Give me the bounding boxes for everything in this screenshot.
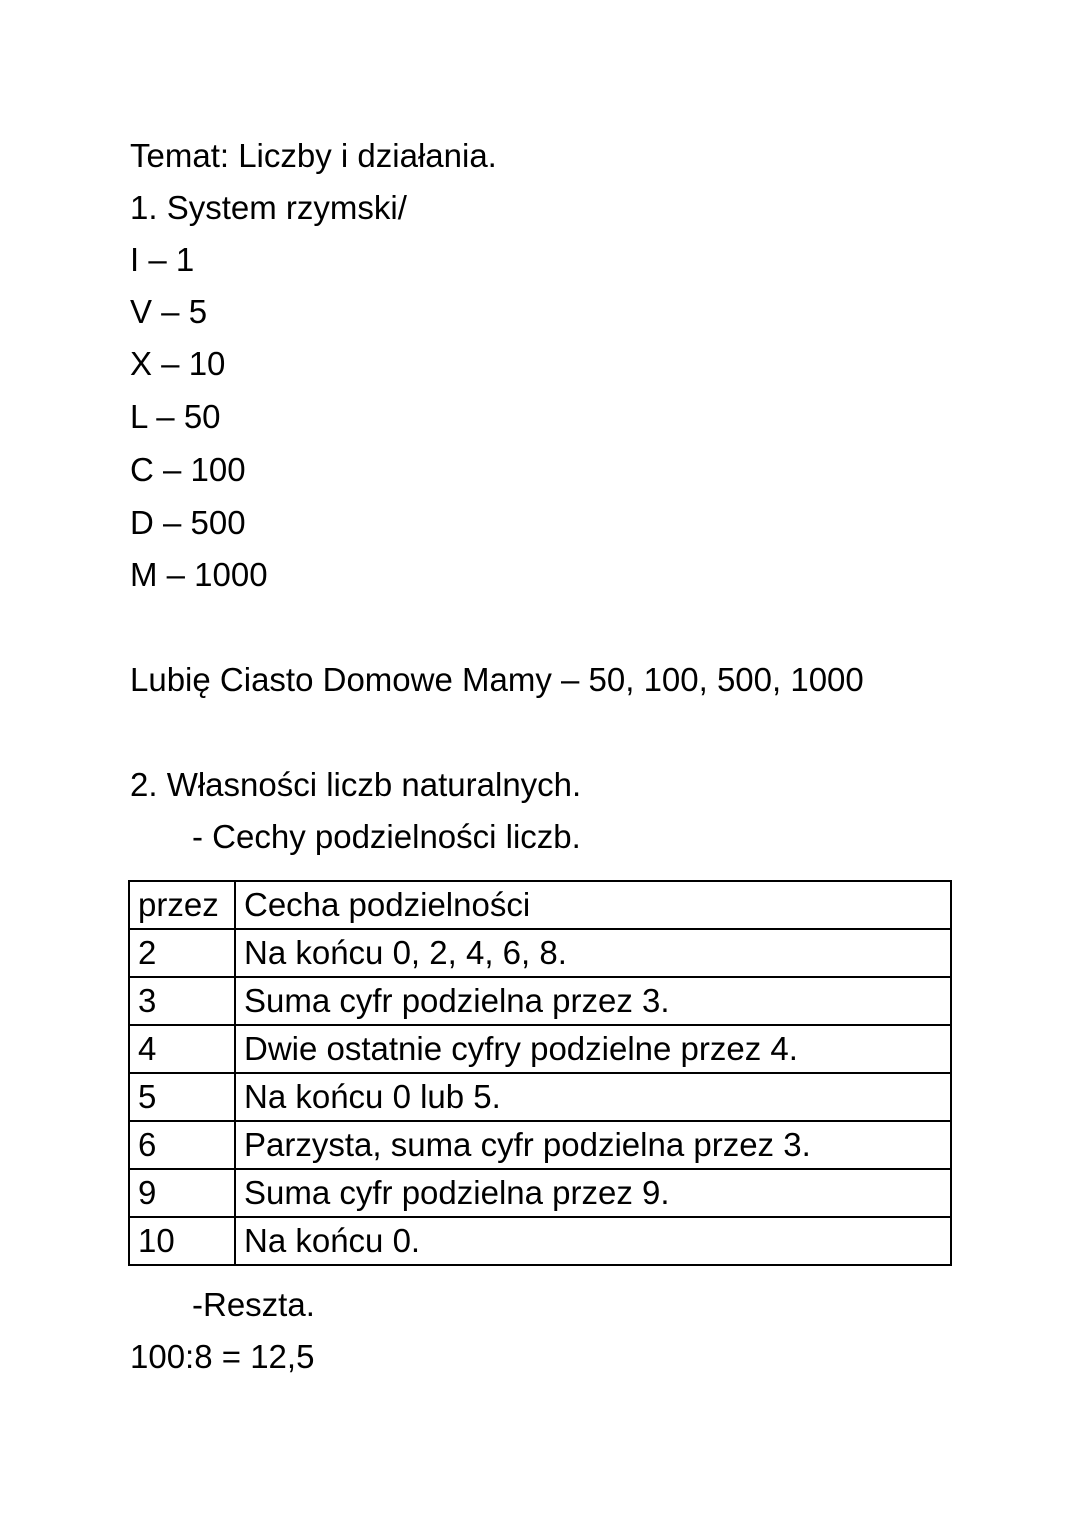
roman-numeral-line: V – 5	[130, 293, 208, 330]
roman-numeral-line: L – 50	[130, 398, 221, 435]
roman-numeral-line: M – 1000	[130, 556, 268, 593]
table-row	[129, 1217, 951, 1265]
table-cell-divisor: 5	[129, 1073, 235, 1121]
section-2-heading: 2. Własności liczb naturalnych.	[130, 766, 582, 803]
section-2-subheading: - Cechy podzielności liczb.	[192, 818, 581, 855]
table-row	[129, 929, 951, 977]
division-example: 100:8 = 12,5	[130, 1338, 315, 1375]
mnemonic-line: Lubię Ciasto Domowe Mamy – 50, 100, 500, 1000	[130, 661, 864, 698]
roman-numeral-line: X – 10	[130, 345, 226, 382]
table-cell-rule: Suma cyfr podzielna przez 9.	[235, 1169, 951, 1217]
table-cell-divisor: 3	[129, 977, 235, 1025]
table-row	[129, 1073, 951, 1121]
table-cell-rule: Dwie ostatnie cyfry podzielne przez 4.	[235, 1025, 951, 1073]
table-cell-divisor: 9	[129, 1169, 235, 1217]
table-header-cell: Cecha podzielności	[235, 881, 951, 929]
divisibility-table	[128, 880, 952, 1266]
table-cell-rule: Na końcu 0 lub 5.	[235, 1073, 951, 1121]
document-title: Temat: Liczby i działania.	[130, 137, 497, 174]
remainder-heading: -Reszta.	[192, 1286, 315, 1323]
table-cell-divisor: 6	[129, 1121, 235, 1169]
table-cell-rule: Na końcu 0, 2, 4, 6, 8.	[235, 929, 951, 977]
table-cell-rule: Parzysta, suma cyfr podzielna przez 3.	[235, 1121, 951, 1169]
table-cell-rule: Suma cyfr podzielna przez 3.	[235, 977, 951, 1025]
roman-numeral-line: I – 1	[130, 241, 195, 278]
table-row	[129, 1121, 951, 1169]
section-1-heading: 1. System rzymski/	[130, 189, 407, 226]
table-row	[129, 1169, 951, 1217]
table-cell-rule: Na końcu 0.	[235, 1217, 951, 1265]
table-header-row	[129, 881, 951, 929]
table-row	[129, 977, 951, 1025]
table-cell-divisor: 2	[129, 929, 235, 977]
table-header-cell: przez	[129, 881, 235, 929]
table-cell-divisor: 4	[129, 1025, 235, 1073]
table-cell-divisor: 10	[129, 1217, 235, 1265]
table-row	[129, 1025, 951, 1073]
roman-numeral-line: C – 100	[130, 451, 246, 488]
roman-numeral-line: D – 500	[130, 504, 246, 541]
